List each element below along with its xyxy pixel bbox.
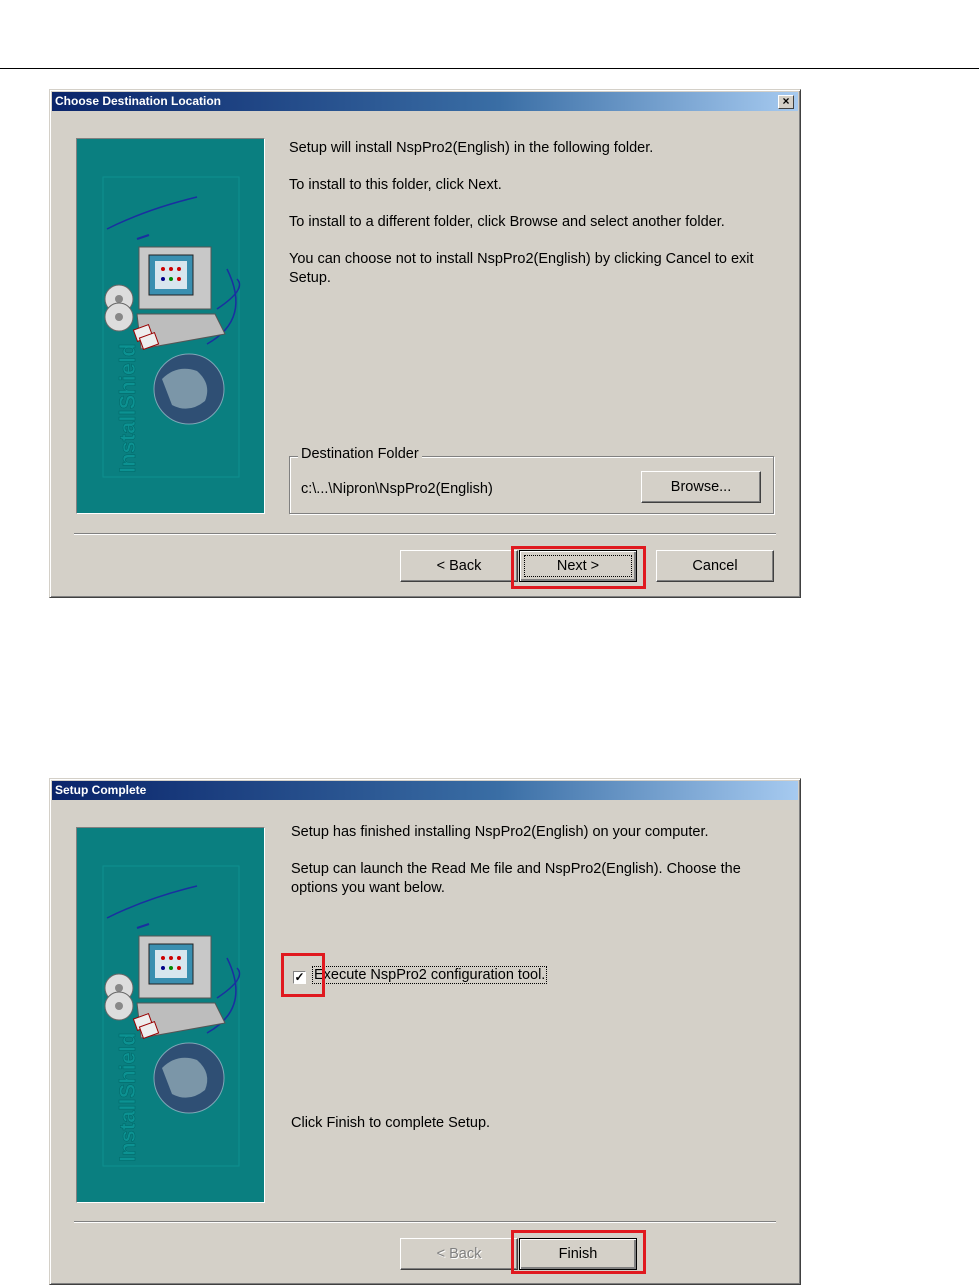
browse-button[interactable]: Browse...: [641, 471, 761, 503]
group-label: Destination Folder: [298, 446, 422, 462]
button-separator: [74, 1221, 776, 1223]
next-highlight-box: [511, 546, 646, 589]
finish-prompt: Click Finish to complete Setup.: [291, 1115, 491, 1131]
setup-complete-dialog: [49, 778, 801, 1285]
back-button[interactable]: < Back: [400, 550, 518, 582]
dialog-body-text: [291, 823, 781, 916]
installshield-side-image: [76, 138, 265, 514]
dialog-title-bar: [52, 92, 798, 111]
svg-text:InstallShield: InstallShield: [115, 1032, 140, 1162]
execute-config-label[interactable]: Execute NspPro2 configuration tool.: [314, 967, 546, 983]
close-icon[interactable]: ×: [778, 95, 794, 109]
choose-destination-dialog: [49, 89, 801, 598]
options-paragraph: Setup can launch the Read Me file and NspPro2(English). Choose the options you want below.: [291, 861, 741, 896]
installshield-side-image: [76, 827, 265, 1203]
button-separator: [74, 533, 776, 535]
execute-config-checkbox[interactable]: ✓: [294, 970, 305, 984]
page-top-rule: [0, 68, 979, 69]
next-instruction: To install to this folder, click Next.: [289, 177, 502, 193]
dialog-title-bar: [52, 781, 798, 800]
intro-paragraph: Setup will install NspPro2(English) in the following folder.: [289, 140, 654, 156]
dialog-body-text: [289, 139, 779, 306]
finished-paragraph: Setup has finished installing NspPro2(English) on your computer.: [291, 824, 709, 840]
cancel-button[interactable]: Cancel: [656, 550, 774, 582]
finish-button[interactable]: Finish: [519, 1238, 637, 1270]
cancel-instruction: You can choose not to install NspPro2(English) by clicking Cancel to exit Setup.: [289, 251, 754, 286]
destination-path: c:\...\Nipron\NspPro2(English): [301, 481, 493, 497]
dialog-title: Choose Destination Location: [55, 94, 222, 108]
dialog-title: Setup Complete: [55, 783, 147, 797]
svg-text:InstallShield: InstallShield: [115, 343, 140, 473]
destination-folder-group: [289, 446, 774, 514]
browse-instruction: To install to a different folder, click Browse and select another folder.: [289, 214, 725, 230]
checkbox-highlight-box: [281, 953, 325, 997]
next-button-label: Next >: [556, 558, 600, 574]
back-button[interactable]: < Back: [400, 1238, 518, 1270]
finish-highlight-box: [511, 1230, 646, 1274]
